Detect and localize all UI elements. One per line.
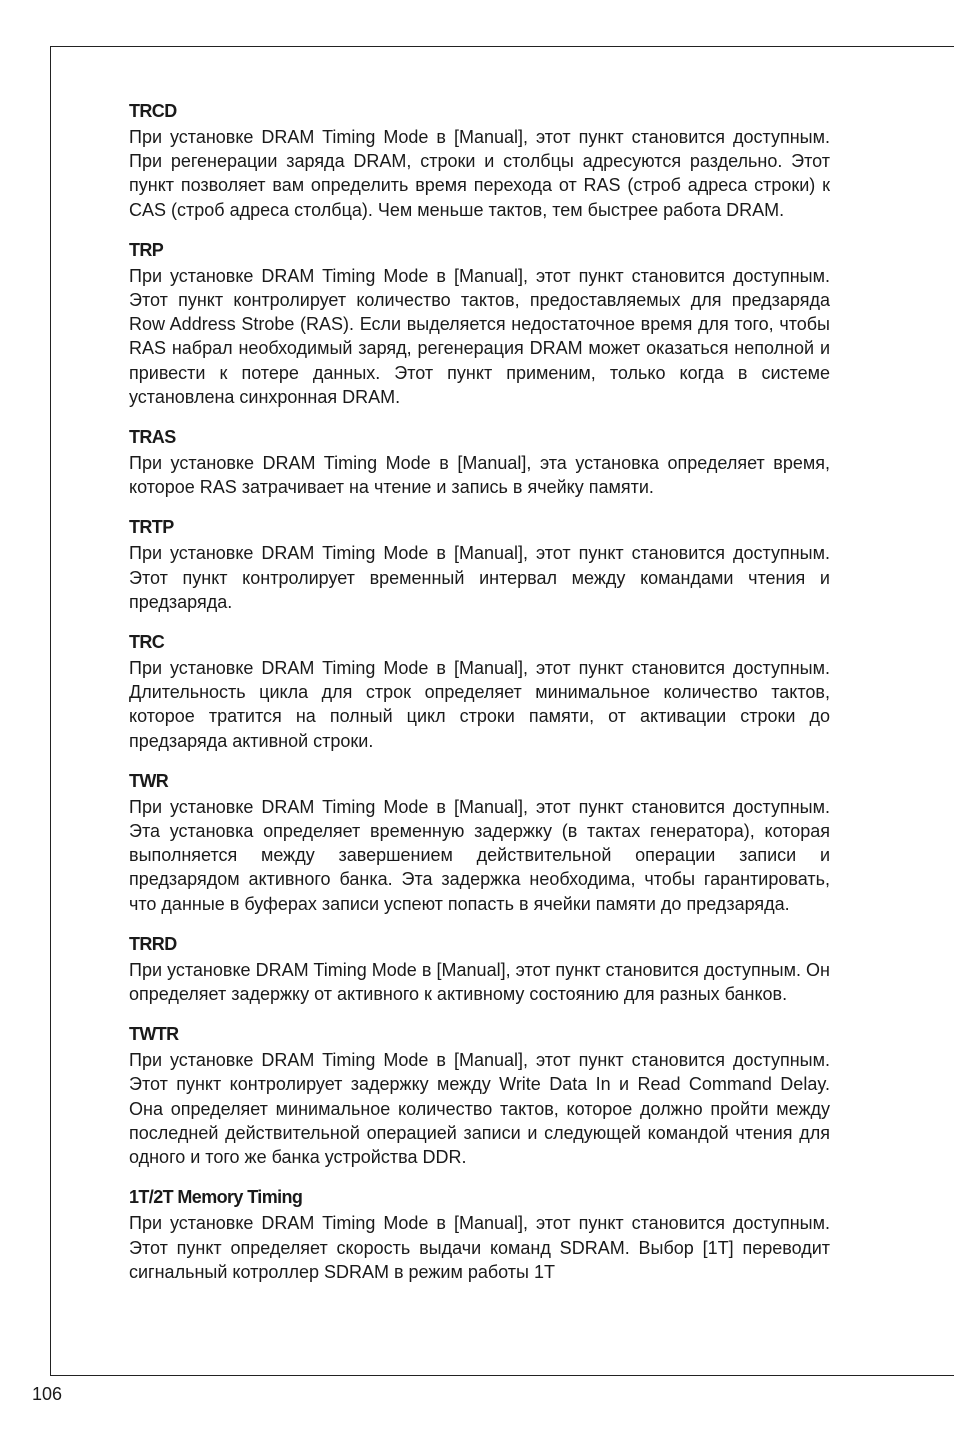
section-trtp xyxy=(129,516,830,614)
section-heading: TRP xyxy=(129,239,164,260)
section-trp xyxy=(129,239,830,409)
page-frame-left-rule xyxy=(50,46,51,1376)
section-trc xyxy=(129,631,830,753)
section-paragraph: При установке DRAM Timing Mode в [Manual], эта установка определяет время, которое RAS затрачивает на чтение и запись в ячейку памяти. xyxy=(129,453,830,498)
section-paragraph: При установке DRAM Timing Mode в [Manual], этот пункт становится доступным. Этот пункт контролирует количество тактов, предоставляемых для предзаряда Row Address Strobe (RAS). Если выделяется недостаточное время для того, чтобы RAS набрал необходимый заряд, регенерация DRAM может оказаться неполной и привести к потере данных. Этот пункт применим, только когда в системе установлена синхронная DRAM. xyxy=(129,265,830,407)
page-number: 106 xyxy=(32,1384,63,1404)
section-heading: TWR xyxy=(129,770,169,791)
section-heading: TRAS xyxy=(129,427,176,448)
section-trcd xyxy=(129,100,830,222)
section-twtr xyxy=(129,1023,830,1169)
section-heading: TRTP xyxy=(129,517,174,538)
page-frame-bottom-rule xyxy=(50,1375,954,1376)
section-paragraph: При установке DRAM Timing Mode в [Manual], этот пункт становится доступным. При регенерации заряда DRAM, строки и столбцы адресуются раздельно. Этот пункт позволяет вам определить время перехода от RAS (строб адреса строки) к CAS (строб адреса столбца). Чем меньше тактов, тем быстрее работа DRAM. xyxy=(129,127,830,220)
page-content xyxy=(129,100,830,1301)
section-trrd xyxy=(129,933,830,1006)
section-tras xyxy=(129,426,830,499)
section-heading: TWTR xyxy=(129,1024,179,1045)
section-twr xyxy=(129,770,830,916)
section-heading: TRRD xyxy=(129,933,177,954)
section-paragraph: При установке DRAM Timing Mode в [Manual], этот пункт становится доступным. Он определяет задержку от активного к активному состоянию для разных банков. xyxy=(129,959,830,1005)
section-paragraph: При установке DRAM Timing Mode в [Manual], этот пункт становится доступным. Этот пункт контролирует временный интервал между командами чтения и предзаряда. xyxy=(129,543,830,612)
section-1t-2t-memory-timing xyxy=(129,1186,830,1284)
section-heading: TRCD xyxy=(129,101,177,121)
section-paragraph: При установке DRAM Timing Mode в [Manual], этот пункт становится доступным. Эта установка определяет временную задержку (в тактах генератора), которая выполняется между завершением действительной операции записи и предзарядом активного банка. Эта задержка необходима, чтобы гарантировать, что данные в буферах записи успеют попасть в ячейки памяти до предзаряда. xyxy=(129,796,830,914)
page-frame-top-rule xyxy=(50,46,954,47)
section-paragraph: При установке DRAM Timing Mode в [Manual], этот пункт становится доступным. Этот пункт определяет скорость выдачи команд SDRAM. Выбор [1T] переводит сигнальный котроллер SDRAM в режим работы 1T xyxy=(129,1213,830,1282)
section-paragraph: При установке DRAM Timing Mode в [Manual], этот пункт становится доступным. Длительность цикла для строк определяет минимальное количество тактов, которое тратится на полный цикл строки памяти, от активации строки до предзаряда активной строки. xyxy=(129,658,830,751)
section-paragraph: При установке DRAM Timing Mode в [Manual], этот пункт становится доступным. Этот пункт контролирует задержку между Write Data In и Read Command Delay. Она определяет минимальное количество тактов, которое должно пройти между последней действительной операцией записи и следующей командой чтения для одного и того же банка устройства DDR. xyxy=(129,1050,830,1168)
section-heading: 1T/2T Memory Timing xyxy=(129,1187,303,1208)
section-heading: TRC xyxy=(129,632,165,653)
